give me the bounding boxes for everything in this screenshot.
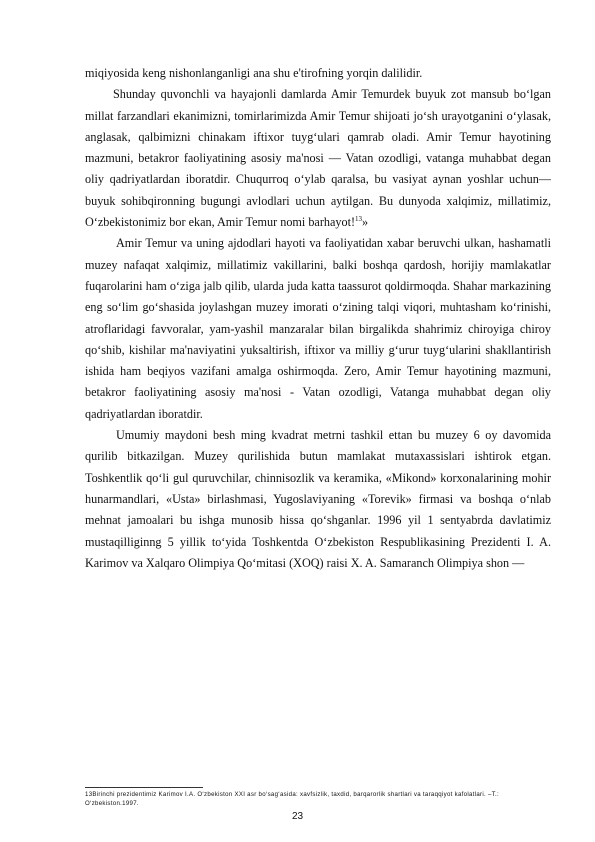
page-number: 23 xyxy=(291,811,304,822)
footnote-text: Birinchi prezidentimiz Karimov I.A. O‘zbekiston XXI asr bo‘sag‘asida: xavfsizlik, taxdid, barqarorlik shartlari va taraqqiyot kafolatlari. –T.: O‘zbekiston.1997. xyxy=(85,791,500,808)
footnote-divider xyxy=(85,787,203,788)
paragraph-amir-temur-pride xyxy=(85,84,551,233)
paragraph-continuation: miqiyosida keng nishonlanganligi ana shu e'tirofning yorqin dalilidir. xyxy=(85,66,423,80)
closing-quote: » xyxy=(362,215,369,230)
paragraph-museum-description: Amir Temur va uning ajdodlari hayoti va faoliyatidan xabar beruvchi ulkan, hashamatli muzey nafaqat xalqimiz, millatimiz vakillarini, balki boshqa qardosh, horijiy mamlakatlar fuqarolarini ham o‘ziga jalb qilib, ularda juda katta taassurot qoldirmoqda. Shahar markazining eng so‘lim go‘shasida joylashgan muzey imorati o‘zining talqi viqori, muhtasham ko‘rinishi, atroflaridagi favvoralar, yam-yashil manzaralar bilan birgalikda shahrimiz chiroyiga chiroy qo‘shib, kishilar ma'naviyatini yuksaltirish, iftixor va milliy g‘urur tuyg‘ularini shakllantirish ishida ham beqiyos vazifani amalga oshirmoqda. Zero, Amir Temur hayotining mazmuni, betakror faoliyatining asosiy ma'nosi - Vatan ozodligi, Vatanga muhabbat degan oliy qadriyatlardan iboratdir. xyxy=(85,236,551,421)
page-body xyxy=(85,63,551,574)
paragraph-text: Shunday quvonchli va hayajonli damlarda Amir Temurdek buyuk zot mansub bo‘lgan millat farzandlari ekanimizni, tomirlarimizda Amir Temur shijoati jo‘sh urayotganini o‘ylasak, anglasak, qalbimizni chinakam iftixor tuyg‘ulari qamrab oladi. Amir Temur hayotining mazmuni, betakror faoliyatining asosiy ma'nosi — Vatan ozodligi, vatanga muhabbat degan oliy qadriyatlardan iboratdir. Chuqurroq o‘ylab qaralsa, bu vasiyat aynan yoshlar uchun— buyuk sohibqironning bugungi avlodlari uchun aytilgan. Bu dunyoda xalqimiz, millatimiz, O‘zbekistonimiz bor ekan, Amir Temur nomi barhayot! xyxy=(85,87,551,230)
footnote-ref[interactable]: 13 xyxy=(355,215,363,224)
footnote xyxy=(85,790,551,809)
footnote-number: 13 xyxy=(85,791,93,798)
paragraph-museum-construction: Umumiy maydoni besh ming kvadrat metrni tashkil ettan bu muzey 6 oy davomida qurilib bitkazilgan. Muzey qurilishida butun mamlakat mutaxassislari ishtirok etgan. Toshkentlik qo‘li gul quruvchilar, chinnisozlik va keramika, «Mikond» korxonalarining mohir hunarmandlari, «Usta» birlashmasi, Yugoslaviyaning «Torevik» firmasi va boshqa o‘nlab mehnat jamoalari bu ishga munosib hissa qo‘shganlar. 1996 yil 1 sentyabrda davlatimiz mustaqilliginng 5 yillik to‘yida Toshkentda O‘zbekiston Respublikasining Prezidenti I. A. Karimov va Xalqaro Olimpiya Qo‘mitasi (XOQ) raisi X. A. Samaranch Olimpiya shon — xyxy=(85,428,551,570)
